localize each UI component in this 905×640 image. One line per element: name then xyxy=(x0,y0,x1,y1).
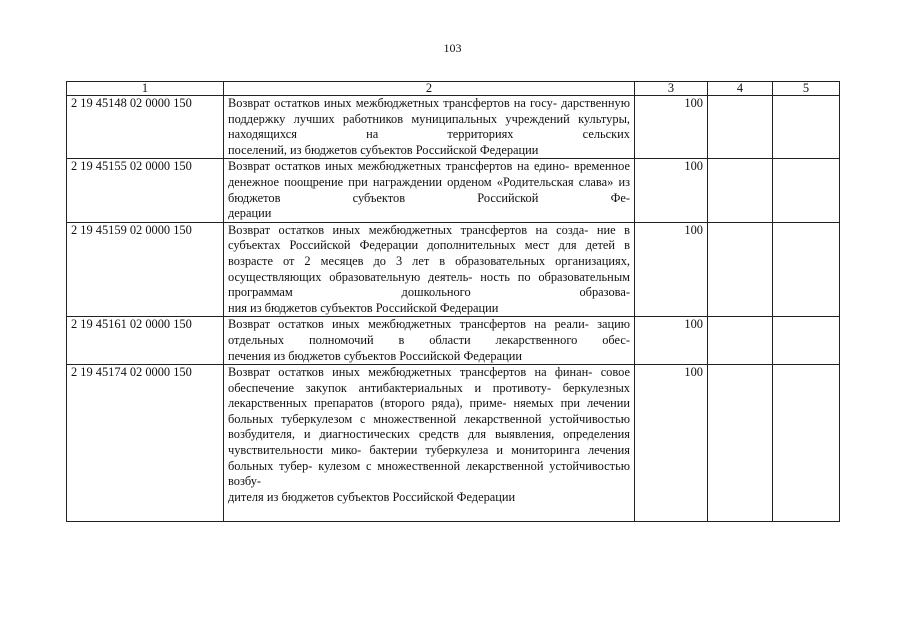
page-number: 103 xyxy=(443,41,462,55)
description-line: Возврат остатков иных межбюджетных трансфертов на финан- xyxy=(228,365,593,380)
budget-code: 2 19 45159 02 0000 150 xyxy=(67,222,224,317)
description-line: лекарственной устойчивостью возбудителя, и диагностических xyxy=(228,411,630,442)
budget-code: 2 19 45148 02 0000 150 xyxy=(67,96,224,159)
budget-table xyxy=(66,81,840,522)
column-4-value xyxy=(708,159,773,222)
description-line: временное денежное поощрение при награждении орденом xyxy=(228,159,630,189)
column-header: 5 xyxy=(773,82,840,96)
column-header: 2 xyxy=(224,82,635,96)
description-line: учреждений культуры, находящихся на территориях сельских xyxy=(228,111,630,142)
column-3-value: 100 xyxy=(635,365,708,522)
description-line: кулезом с множественной лекарственной устойчивостью возбу- xyxy=(228,458,630,489)
description-line: зацию отдельных полномочий в области лекарственного обес- xyxy=(228,317,630,347)
description-line: средств для выявления, определения чувствительности мико- xyxy=(228,427,630,458)
description-line: поселений, из бюджетов субъектов Российской Федерации xyxy=(228,142,539,157)
table-row xyxy=(67,222,840,317)
column-3-value: 100 xyxy=(635,317,708,365)
column-5-value xyxy=(773,365,840,522)
income-description xyxy=(224,96,635,159)
column-4-value xyxy=(708,317,773,365)
description-line: «Родительская слава» из бюджетов субъектов Российской Фе- xyxy=(228,174,630,205)
column-header: 3 xyxy=(635,82,708,96)
column-5-value xyxy=(773,222,840,317)
description-line: Возврат остатков иных межбюджетных трансфертов на реали- xyxy=(228,317,589,332)
column-4-value xyxy=(708,96,773,159)
column-4-value xyxy=(708,365,773,522)
column-3-value: 100 xyxy=(635,96,708,159)
column-4-value xyxy=(708,222,773,317)
budget-code: 2 19 45174 02 0000 150 xyxy=(67,365,224,522)
description-line: бактерии туберкулеза и мониторинга лечения больных тубер- xyxy=(228,443,631,473)
column-3-value: 100 xyxy=(635,159,708,222)
column-5-value xyxy=(773,159,840,222)
description-line: Возврат остатков иных межбюджетных трансфертов на созда- xyxy=(228,222,589,237)
column-header: 4 xyxy=(708,82,773,96)
description-line: беркулезных лекарственных препаратов (второго ряда), приме- xyxy=(228,380,630,411)
column-header: 1 xyxy=(67,82,224,96)
description-line: совое обеспечение закупок антибактериальных и противоту- xyxy=(228,365,630,395)
description-line: дарственную поддержку лучших работников муниципальных xyxy=(228,96,630,126)
description-line: организациях, осуществляющих образовательную деятель- xyxy=(228,253,630,284)
income-description xyxy=(224,159,635,222)
table-row xyxy=(67,317,840,365)
budget-code: 2 19 45161 02 0000 150 xyxy=(67,317,224,365)
description-line: дителя из бюджетов субъектов Российской Федерации xyxy=(228,489,516,504)
column-5-value xyxy=(773,96,840,159)
column-number-row xyxy=(67,82,840,96)
description-line: няемых при лечении больных туберкулезом с множественной xyxy=(228,396,630,426)
income-description xyxy=(224,317,635,365)
column-5-value xyxy=(773,317,840,365)
column-3-value: 100 xyxy=(635,222,708,317)
budget-code: 2 19 45155 02 0000 150 xyxy=(67,159,224,222)
table-row xyxy=(67,96,840,159)
income-description xyxy=(224,222,635,317)
description-line: для детей в возрасте от 2 месяцев до 3 лет в образовательных xyxy=(228,238,630,268)
table-row xyxy=(67,159,840,222)
description-line: ние в субъектах Российской Федерации дополнительных мест xyxy=(228,222,630,253)
table-row xyxy=(67,365,840,522)
description-line: ность по образовательным программам дошкольного образова- xyxy=(228,269,630,300)
description-line: печения из бюджетов субъектов Российской Федерации xyxy=(228,348,522,363)
income-description xyxy=(224,365,635,522)
description-line: Возврат остатков иных межбюджетных трансфертов на госу- xyxy=(228,96,557,110)
description-line: ния из бюджетов субъектов Российской Федерации xyxy=(228,300,499,315)
description-line: дерации xyxy=(228,206,272,221)
description-line: Возврат остатков иных межбюджетных трансфертов на едино- xyxy=(228,159,570,174)
